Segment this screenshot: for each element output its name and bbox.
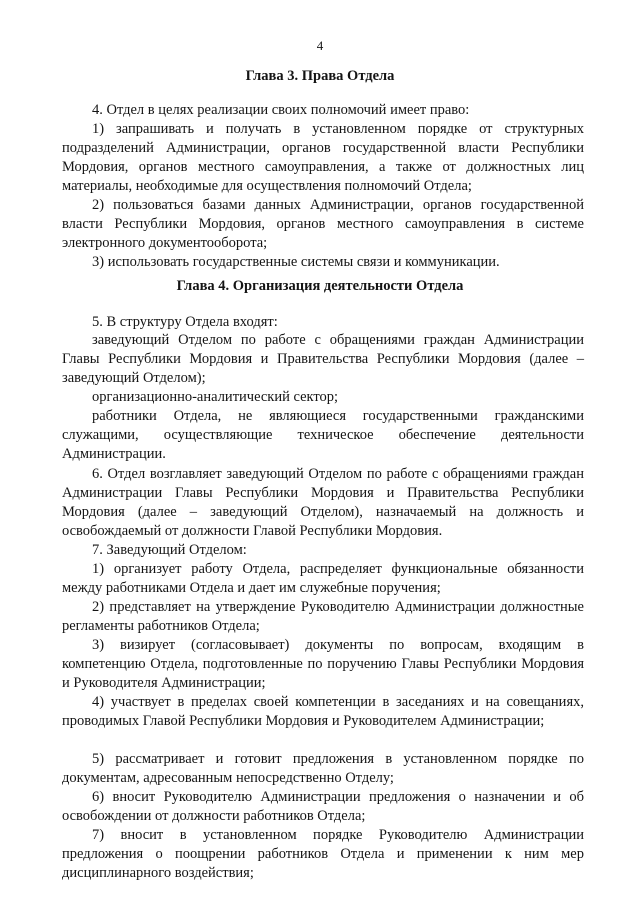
chapter-4-title: Глава 4. Организация деятельности Отдела <box>176 278 464 294</box>
page-number: 4 <box>316 38 324 53</box>
clause-4-intro: 4. Отдел в целях реализации своих полномочий имеет право: <box>92 102 470 118</box>
clause-7-intro: 7. Заведующий Отделом: <box>92 542 247 558</box>
clause-6: 6. Отдел возглавляет заведующий Отделом по работе с обращениями граждан Администрации Главы Республики Мордовия и Правительства Республики Мордовия (далее – заведующий Отделом), назначаемый на должность и освобождаемый от должности Главой Республики Мордовия. <box>62 466 584 539</box>
clause-5-staff: работники Отдела, не являющиеся государственными гражданскими служащими, осуществляющие техническое обеспечение деятельности Администрации. <box>62 408 584 462</box>
clause-5-head: заведующий Отделом по работе с обращениями граждан Администрации Главы Республики Мордовия и Правительства Республики Мордовия (далее – заведующий Отделом); <box>62 332 584 386</box>
clause-7-item-7: 7) вносит в установленном порядке Руководителю Администрации предложения о поощрении работников Отдела и применении к ним мер дисциплинарного воздействия; <box>62 827 584 881</box>
clause-7-item-5: 5) рассматривает и готовит предложения в установленном порядке по документам, адресованным непосредственно Отделу; <box>62 751 584 786</box>
clause-7-item-1: 1) организует работу Отдела, распределяет функциональные обязанности между работниками Отдела и дает им служебные поручения; <box>62 561 584 596</box>
clause-4-item-1: 1) запрашивать и получать в установленном порядке от структурных подразделений Администрации, органов государственной власти Республики Мордовия, органов местного самоуправления, а также от должностных лиц материалы, необходимые для осуществления полномочий Отдела; <box>62 121 584 194</box>
chapter-3-title: Глава 3. Права Отдела <box>245 68 395 84</box>
clause-7-item-2: 2) представляет на утверждение Руководителю Администрации должностные регламенты работников Отдела; <box>62 599 584 634</box>
clause-5-intro: 5. В структуру Отдела входят: <box>92 314 278 330</box>
clause-5-sector: организационно-аналитический сектор; <box>92 389 339 405</box>
clause-4-item-3: 3) использовать государственные системы связи и коммуникации. <box>92 254 500 270</box>
clause-4-item-2: 2) пользоваться базами данных Администрации, органов государственной власти Республики Мордовия, органов местного самоуправления в системе электронного документооборота; <box>62 197 584 251</box>
clause-7-item-4: 4) участвует в пределах своей компетенции в заседаниях и на совещаниях, проводимых Главой Республики Мордовия и Руководителем Администрации; <box>62 694 584 729</box>
clause-7-item-3: 3) визирует (согласовывает) документы по вопросам, входящим в компетенцию Отдела, подготовленные по поручению Главы Республики Мордовия и Руководителя Администрации; <box>62 637 584 691</box>
clause-7-item-6: 6) вносит Руководителю Администрации предложения о назначении и об освобождении от должности работников Отдела; <box>62 789 584 824</box>
